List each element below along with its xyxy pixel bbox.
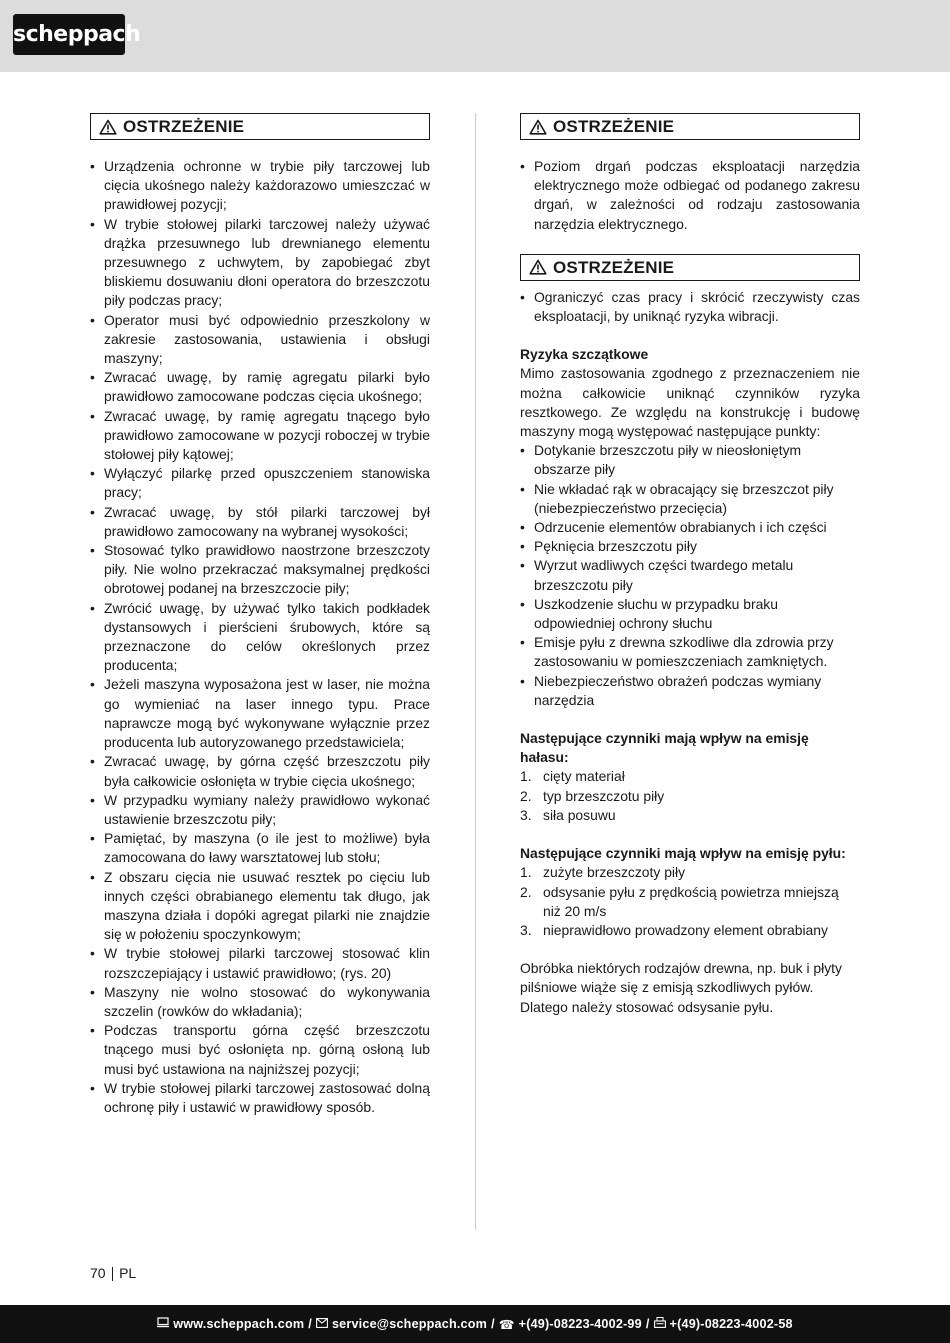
page-number-separator	[112, 1267, 114, 1281]
left-column	[90, 113, 430, 1117]
list-item: 1. cięty materiał	[520, 768, 625, 785]
safety-bullet-list	[90, 157, 430, 1117]
list-item: • W przypadku wymiany należy prawidłowo wykonać ustawienie brzeszczotu piły;	[90, 791, 430, 829]
warning-triangle-icon	[529, 119, 547, 135]
list-item: • Wyrzut wadliwych części twardego metalu brzeszczotu piły	[520, 556, 860, 594]
monitor-icon	[157, 1317, 169, 1331]
list-item: • Operator musi być odpowiednio przeszkolony w zakresie zastosowania, ustawienia i obsługi maszyny;	[90, 311, 430, 369]
warning-box-vibration	[520, 113, 860, 140]
footer-website[interactable]: www.scheppach.com	[173, 1317, 305, 1331]
list-item: • Odrzucenie elementów obrabianych i ich części	[520, 518, 860, 537]
warning-title: OSTRZEŻENIE	[123, 116, 245, 136]
page-number	[90, 1264, 136, 1283]
list-item: • Zwracać uwagę, by górna część brzeszczotu piły była całkowicie osłonięta w trybie cięcia ukośnego;	[90, 752, 430, 790]
list-item: • Dotykanie brzeszczotu piły w nieosłoniętym obszarze piły	[520, 441, 860, 479]
list-item: • Zwracać uwagę, by stół pilarki tarczowej był prawidłowo zamocowany na wybranej wysokości;	[90, 503, 430, 541]
residual-risks-list	[520, 441, 860, 710]
residual-risks-heading: Ryzyka szczątkowe	[520, 346, 649, 363]
warning-box-worktime	[520, 254, 860, 281]
mail-icon	[316, 1317, 328, 1331]
footer-bar: www.scheppach.com / service@scheppach.com / ☎ +(49)-08223-4002-99 / +(49)-08223-4002-58	[0, 1305, 950, 1343]
closing-paragraph: Obróbka niektórych rodzajów drewna, np. buk i płyty pilśniowe wiąże się z emisją szkodliwych pyłów. Dlatego należy stosować odsysanie pyłu.	[520, 960, 842, 1015]
list-item: • Z obszaru cięcia nie usuwać resztek po cięciu lub innych części obrabianego elementu tak długo, jak maszyna działa i dopóki agregat pilarki nie znajdzie się w położeniu spoczynkowym;	[90, 868, 430, 945]
residual-risks-intro: Mimo zastosowania zgodnego z przeznaczeniem nie można całkowicie uniknąć czynników ryzyka resztkowego. Ze względu na konstrukcję i budowę maszyny mogą występować następujące punkty:	[520, 365, 860, 440]
list-item: • Emisje pyłu z drewna szkodliwe dla zdrowia przy zastosowaniu w pomieszczeniach zamkniętych.	[520, 633, 860, 671]
footer-email[interactable]: service@scheppach.com	[331, 1317, 488, 1331]
list-item: • Nie wkładać rąk w obracający się brzeszczot piły (niebezpieczeństwo przecięcia)	[520, 480, 860, 518]
list-item: • Urządzenia ochronne w trybie piły tarczowej lub cięcia ukośnego należy każdorazowo umieszczać w prawidłowej pozycji;	[90, 157, 430, 215]
footer-fax: +(49)-08223-4002-58	[669, 1317, 793, 1331]
worktime-bullet-list	[520, 288, 860, 326]
list-item: 1. zużyte brzeszczoty piły	[520, 864, 686, 881]
list-item: • W trybie stołowej pilarki tarczowej stosować klin rozszczepiający i ustawić prawidłowo; (rys. 20)	[90, 944, 430, 982]
list-item: • Pamiętać, by maszyna (o ile jest to możliwe) była zamocowana do ławy warsztatowej lub stołu;	[90, 829, 430, 867]
list-item: 2. odsysanie pyłu z prędkością powietrza mniejszą niż 20 m/s	[520, 883, 839, 919]
list-item: 3. nieprawidłowo prowadzony element obrabiany	[520, 921, 828, 938]
list-item: • Podczas transportu górna część brzeszczotu tnącego musi być osłonięta np. górną osłoną lub musi być ustawiona na najniższej pozycji;	[90, 1021, 430, 1079]
noise-heading: Następujące czynniki mają wpływ na emisję hałasu:	[520, 730, 809, 766]
dust-factors-list	[520, 863, 860, 940]
warning-triangle-icon	[529, 259, 547, 275]
vibration-bullet-list	[520, 157, 860, 234]
list-item: • Uszkodzenie słuchu w przypadku braku odpowiedniej ochrony słuchu	[520, 595, 860, 633]
list-item: • Wyłączyć pilarkę przed opuszczeniem stanowiska pracy;	[90, 464, 430, 502]
page-language: PL	[119, 1265, 137, 1281]
list-item: • Pęknięcia brzeszczotu piły	[520, 537, 860, 556]
list-item: • Zwracać uwagę, by ramię agregatu pilarki było prawidłowo zamocowane podczas cięcia ukośnego;	[90, 368, 430, 406]
warning-triangle-icon	[99, 119, 117, 135]
list-item: 3. siła posuwu	[520, 806, 616, 823]
list-item: 2. typ brzeszczotu piły	[520, 787, 665, 804]
warning-box	[90, 113, 430, 140]
list-item: • Jeżeli maszyna wyposażona jest w laser, nie można go wymieniać na laser innego typu. Prace naprawcze mogą być wykonywane wyłącznie przez producenta lub autoryzowanego przedstawiciela;	[90, 675, 430, 752]
right-column	[520, 113, 860, 1017]
fax-icon	[654, 1317, 666, 1331]
list-item: • Maszyny nie wolno stosować do wykonywania szczelin (rowków do wkładania);	[90, 983, 430, 1021]
list-item: • Niebezpieczeństwo obrażeń podczas wymiany narzędzia	[520, 672, 860, 710]
phone-icon: ☎	[498, 1317, 515, 1332]
warning-title: OSTRZEŻENIE	[553, 116, 675, 136]
list-item: • Stosować tylko prawidłowo naostrzone brzeszczoty piły. Nie wolno przekraczać maksymalnej prędkości obrotowej podanej na brzeszczocie piły;	[90, 541, 430, 599]
scheppach-logo: scheppach	[13, 14, 125, 55]
list-item: • Poziom drgań podczas eksploatacji narzędzia elektrycznego może odbiegać od podanego zakresu drgań, w zależności od rodzaju zastosowania narzędzia elektrycznego.	[520, 157, 860, 234]
list-item: • Zwracać uwagę, by ramię agregatu tnącego było prawidłowo zamocowane w pozycji roboczej w trybie stołowej piły kątowej;	[90, 407, 430, 465]
list-item: • Ograniczyć czas pracy i skrócić rzeczywisty czas eksploatacji, by uniknąć ryzyka wibracji.	[520, 288, 860, 326]
list-item: • Zwrócić uwagę, by używać tylko takich podkładek dystansowych i pierścieni śrubowych, które są przeznaczone do celów określonych przez producenta;	[90, 599, 430, 676]
list-item: • W trybie stołowej pilarki tarczowej należy używać drążka przesuwnego lub drewnianego elementu przesuwnego z uchwytem, by zapobiegać zbyt bliskiemu dosuwaniu dłoni operatora do brzeszczotu piły podczas pracy;	[90, 215, 430, 311]
column-divider	[475, 113, 476, 1230]
footer-phone: +(49)-08223-4002-99	[518, 1317, 642, 1331]
page-number-value: 70	[90, 1265, 106, 1281]
noise-factors-list	[520, 767, 860, 825]
header-band	[0, 0, 950, 72]
warning-title: OSTRZEŻENIE	[553, 257, 675, 277]
list-item: • W trybie stołowej pilarki tarczowej zastosować dolną ochronę piły i ustawić w prawidłowy sposób.	[90, 1079, 430, 1117]
dust-heading: Następujące czynniki mają wpływ na emisję pyłu:	[520, 845, 846, 862]
